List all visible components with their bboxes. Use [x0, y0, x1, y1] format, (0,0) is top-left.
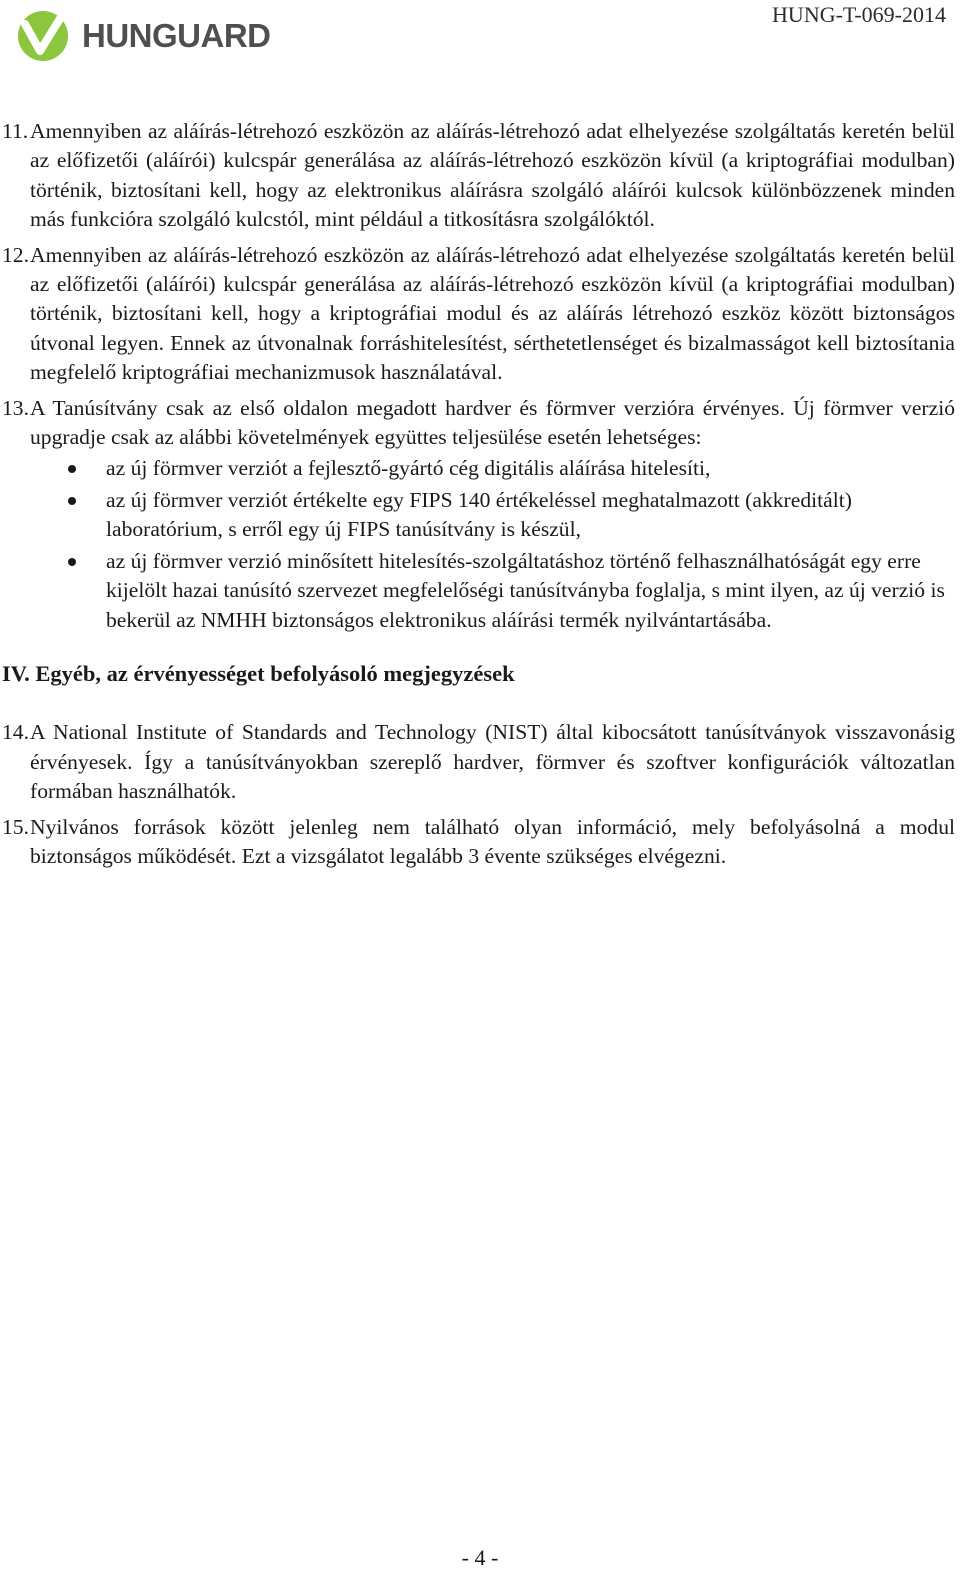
logo-text: HUNGUARD [82, 17, 271, 54]
item-text: Amennyiben az aláírás-létrehozó eszközön az aláírás-létrehozó adat elhelyezése szolgáltatás keretén belül az előfizetői (aláírói) kulcspár generálása az aláírás-létrehozó eszközön kívül (a kriptográfiai modulban) történik, biztosítani kell, hogy a kriptográfiai modul és az aláírás létrehozó eszköz között biztonságos útvonal legyen. Ennek az útvonalnak forráshitelesítést, sérthetetlenséget és bizalmasságot kell biztosítania megfelelő kriptográfiai mechanizmusok használatával. [30, 242, 955, 385]
item-text: A Tanúsítvány csak az első oldalon megadott hardver és förmver verzióra érvényes. Új förmver verzió upgradje csak az alábbi követelmények együttes teljesülése esetén lehetséges: [30, 395, 955, 450]
document-body [0, 117, 955, 877]
hunguard-logo [16, 8, 271, 64]
section-heading: IV. Egyéb, az érvényességet befolyásoló megjegyzések [2, 660, 515, 686]
bullet-text: az új förmver verzió minősített hitelesítés-szolgáltatáshoz történő felhasználhatóságát egy erre kijelölt hazai tanúsító szervezet megfelelőségi tanúsítványba foglalja, s mint ilyen, az új verzió is bekerül az NMHH biztonságos elektronikus aláírási termék nyilvántartásába. [106, 548, 945, 632]
bullet-icon [68, 497, 76, 505]
bullet-item [30, 486, 955, 545]
item-number: 12. [2, 242, 29, 267]
hunguard-check-logo-icon [16, 9, 70, 63]
list-item-14 [0, 718, 955, 806]
list-item-12 [0, 241, 955, 388]
page-number: - 4 - [461, 1545, 499, 1570]
bullet-text: az új förmver verziót a fejlesztő-gyártó cég digitális aláírása hitelesíti, [106, 456, 711, 481]
item-text: Amennyiben az aláírás-létrehozó eszközön az aláírás-létrehozó adat elhelyezése szolgáltatás keretén belül az előfizetői (aláírói) kulcspár generálása az aláírás-létrehozó eszközön kívül (a kriptográfiai modulban) történik, biztosítani kell, hogy az elektronikus aláírásra szolgáló aláírói kulcsok különbözzenek minden más funkcióra szolgáló kulcstól, mint például a titkosításra szolgálóktól. [30, 119, 955, 232]
bullet-icon [68, 465, 76, 473]
item-number: 15. [2, 814, 29, 839]
item-number: 13. [2, 395, 29, 420]
item-number: 11. [2, 119, 29, 143]
bullet-item [30, 547, 955, 635]
item-number: 14. [2, 720, 29, 745]
document-id: HUNG-T-069-2014 [772, 2, 946, 27]
list-item-11 [0, 117, 955, 235]
bullet-icon [68, 558, 76, 566]
bullet-list [30, 454, 955, 634]
bullet-item [30, 454, 955, 483]
bullet-text: az új förmver verziót értékelte egy FIPS 140 értékeléssel meghatalmazott (akkreditált) laboratórium, s erről egy új FIPS tanúsítvány is készül, [106, 487, 852, 542]
list-item-13 [0, 394, 955, 635]
list-item-15 [0, 813, 955, 872]
item-text: Nyilvános források között jelenleg nem található olyan információ, mely befolyásolná a modul biztonságos működését. Ezt a vizsgálatot legalább 3 évente szükséges elvégezni. [30, 814, 955, 868]
item-text: A National Institute of Standards and Technology (NIST) által kibocsátott tanúsítványok visszavonásig érvényesek. Így a tanúsítványokban szereplő hardver, förmver és szoftver konfigurációk változatlan formában használhatók. [30, 720, 955, 804]
